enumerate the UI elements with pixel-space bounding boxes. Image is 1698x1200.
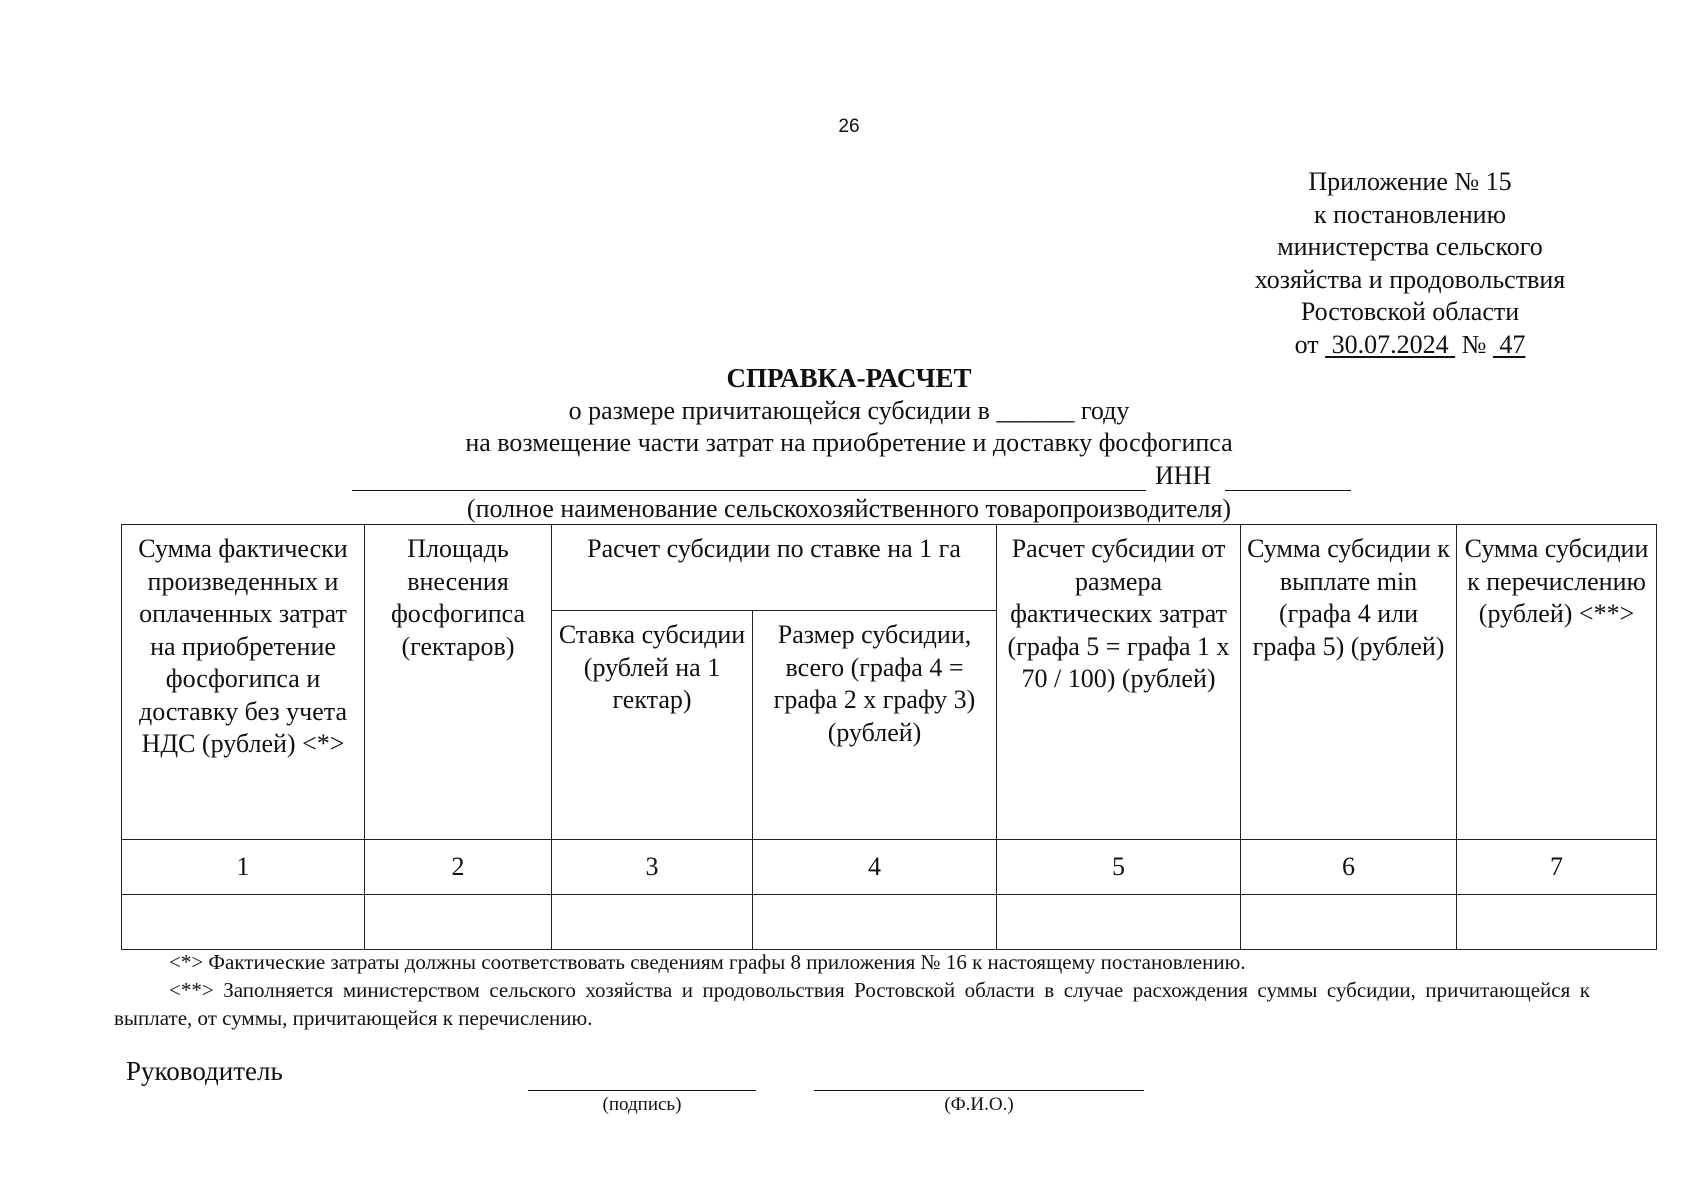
column-number: 6 xyxy=(1241,840,1457,895)
number-value: 47 xyxy=(1499,329,1526,359)
appendix-line: к постановлению xyxy=(1313,199,1507,229)
signature-role: Руководитель xyxy=(126,1056,283,1086)
footnotes xyxy=(114,948,1590,1032)
column-number: 5 xyxy=(997,840,1241,895)
name-field[interactable] xyxy=(814,1090,1144,1091)
appendix-line: Приложение № 15 xyxy=(1308,167,1512,196)
number-prefix: № xyxy=(1461,329,1487,359)
name-caption: (Ф.И.О.) xyxy=(944,1094,1014,1115)
header-cell-col5: Расчет субсидии от размера фактических затрат (графа 5 = графа 1 x 70 / 100) (рублей) xyxy=(997,525,1241,840)
signature-caption: (подпись) xyxy=(602,1094,682,1115)
document-subtitle: о размере причитающейся субсидии в ______ году xyxy=(568,395,1130,425)
calculation-table xyxy=(121,524,1657,950)
header-cell-col2: Площадь внесения фосфогипса (гектаров) xyxy=(365,525,552,840)
footnote-2: <**> Заполняется министерством сельского хозяйства и продовольствия Ростовской области в случае расхождения суммы субсидии, причитающейся к выплате, от суммы, причитающейся к перечислению. xyxy=(114,978,1590,1030)
data-cell[interactable] xyxy=(753,895,997,950)
header-cell-col3: Ставка субсидии (рублей на 1 гектар) xyxy=(552,611,753,840)
column-number: 3 xyxy=(552,840,753,895)
header-cell-col4: Размер субсидии, всего (графа 4 = графа 2 x графу 3) (рублей) xyxy=(753,611,997,840)
column-number: 7 xyxy=(1457,840,1657,895)
data-cell[interactable] xyxy=(1241,895,1457,950)
header-cell-col7: Сумма субсидии к перечислению (рублей) <**> xyxy=(1457,525,1657,840)
data-cell[interactable] xyxy=(365,895,552,950)
page-number: 26 xyxy=(838,116,860,137)
document-subtitle: на возмещение части затрат на приобретение и доставку фосфогипса xyxy=(465,428,1233,457)
inn-field[interactable] xyxy=(1225,490,1351,491)
producer-name-caption: (полное наименование сельскохозяйственного товаропроизводителя) xyxy=(466,494,1232,523)
document-title: СПРАВКА-РАСЧЕТ xyxy=(726,363,972,393)
producer-name-line xyxy=(352,460,1352,494)
signature-field[interactable] xyxy=(528,1090,756,1091)
header-cell-col6: Сумма субсидии к выплате min (графа 4 или графа 5) (рублей) xyxy=(1241,525,1457,840)
appendix-line: Ростовской области xyxy=(1300,297,1520,326)
appendix-date-line xyxy=(1220,329,1600,362)
inn-label: ИНН xyxy=(1155,461,1212,490)
header-cell-col1: Сумма фактически произведенных и оплаченных затрат на приобретение фосфогипса и доставку без учета НДС (рублей) <*> xyxy=(122,525,365,840)
producer-name-field[interactable] xyxy=(352,490,1146,491)
column-number: 1 xyxy=(122,840,365,895)
data-cell[interactable] xyxy=(122,895,365,950)
appendix-line: хозяйства и продовольствия xyxy=(1254,264,1566,294)
appendix-line: министерства сельского xyxy=(1277,232,1543,261)
footnote-1: <*> Фактические затраты должны соответствовать сведениям графы 8 приложения № 16 к настоящему постановлению. xyxy=(169,950,1246,974)
date-prefix: от xyxy=(1294,329,1319,359)
column-number: 4 xyxy=(753,840,997,895)
date-value: 30.07.2024 xyxy=(1331,329,1449,359)
appendix-block xyxy=(1220,166,1600,361)
column-number: 2 xyxy=(365,840,552,895)
data-cell[interactable] xyxy=(1457,895,1657,950)
document-header xyxy=(0,362,1698,460)
header-cell-group: Расчет субсидии по ставке на 1 га xyxy=(552,525,997,611)
data-cell[interactable] xyxy=(997,895,1241,950)
data-cell[interactable] xyxy=(552,895,753,950)
